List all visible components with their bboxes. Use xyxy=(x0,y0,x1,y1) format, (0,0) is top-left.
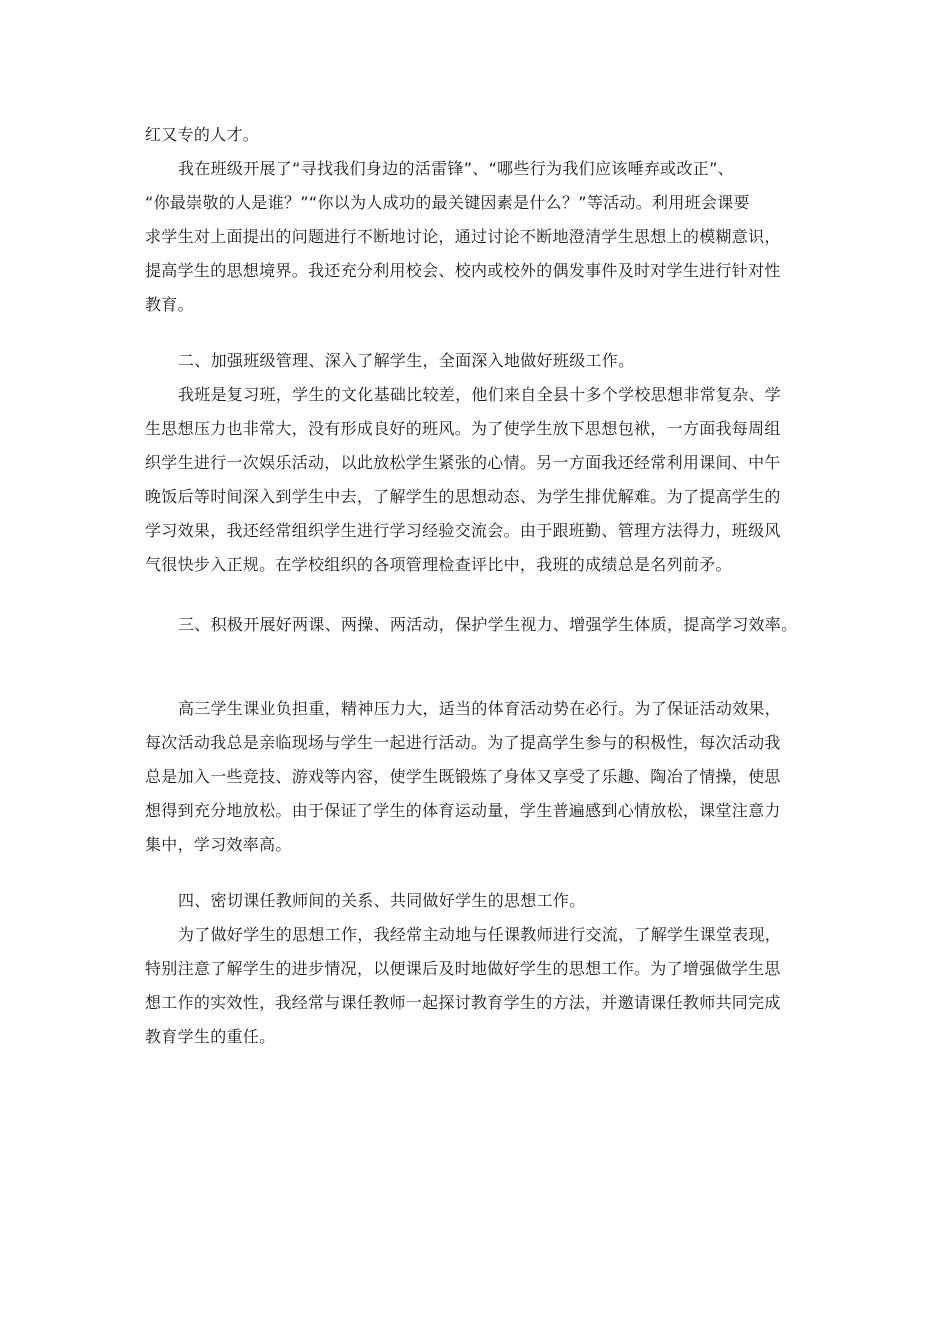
paragraph-line: 集中，学习效率高。 xyxy=(145,835,292,854)
paragraph-line: 求学生对上面提出的问题进行不断地讨论，通过讨论不断地澄清学生思想上的模糊意识， xyxy=(145,227,781,246)
paragraph-line: 为了做好学生的思想工作，我经常主动地与任课教师进行交流，了解学生课堂表现， xyxy=(178,925,782,944)
paragraph-line: 教育。 xyxy=(145,295,194,314)
paragraph-line: 想得到充分地放松。由于保证了学生的体育运动量，学生普遍感到心情放松，课堂注意力 xyxy=(145,801,781,820)
paragraph-line: 教育学生的重任。 xyxy=(145,1027,276,1046)
spacer xyxy=(145,322,820,344)
paragraph-line: 总是加入一些竞技、游戏等内容，使学生既锻炼了身体又享受了乐趣、陶冶了情操，使思 xyxy=(145,767,781,786)
paragraph-line: 我班是复习班，学生的文化基础比较差，他们来自全县十多个学校思想非常复杂、学 xyxy=(178,385,782,404)
paragraph-line: 晚饭后等时间深入到学生中去，了解学生的思想动态、为学生排优解难。为了提高学生的 xyxy=(145,487,781,506)
paragraph-line: 想工作的实效性，我经常与课任教师一起探讨教育学生的方法，并邀请课任教师共同完成 xyxy=(145,993,781,1012)
paragraph-line: 学习效果，我还经常组织学生进行学习经验交流会。由于跟班勤、管理方法得力，班级风 xyxy=(145,521,781,540)
paragraph-line: 气很快步入正规。在学校组织的各项管理检查评比中，我班的成绩总是名列前矛。 xyxy=(145,555,732,574)
section-heading: 四、密切课任教师间的关系、共同做好学生的思想工作。 xyxy=(178,891,586,910)
section-heading: 二、加强班级管理、深入了解学生，全面深入地做好班级工作。 xyxy=(178,351,635,370)
paragraph-line: 提高学生的思想境界。我还充分利用校会、校内或校外的偶发事件及时对学生进行针对性 xyxy=(145,261,781,280)
paragraph-line: 红又专的人才。 xyxy=(145,125,260,144)
paragraph-line: 我在班级开展了“寻找我们身边的活雷锋”、“哪些行为我们应该唾弃或改正”、 xyxy=(178,159,734,178)
paragraph-line: 织学生进行一次娱乐活动，以此放松学生紧张的心情。另一方面我还经常利用课间、中午 xyxy=(145,453,781,472)
paragraph-line: “你最崇敬的人是谁？”“你以为人成功的最关键因素是什么？”等活动。利用班会课要 xyxy=(145,193,750,212)
document-body xyxy=(145,118,820,1054)
paragraph-line: 生思想压力也非常大，没有形成良好的班风。为了使学生放下思想包袱，一方面我每周组 xyxy=(145,419,781,438)
spacer xyxy=(145,582,820,608)
paragraph-line: 每次活动我总是亲临现场与学生一起进行活动。为了提高学生参与的积极性，每次活动我 xyxy=(145,733,781,752)
paragraph-line: 高三学生课业负担重，精神压力大，适当的体育活动势在必行。为了保证活动效果， xyxy=(178,699,782,718)
paragraph-line: 特别注意了解学生的进步情况，以便课后及时地做好学生的思想工作。为了增强做学生思 xyxy=(145,959,781,978)
spacer xyxy=(145,642,820,692)
section-heading: 三、积极开展好两课、两操、两活动，保护学生视力、增强学生体质，提高学习效率。 xyxy=(178,615,798,634)
spacer xyxy=(145,862,820,884)
